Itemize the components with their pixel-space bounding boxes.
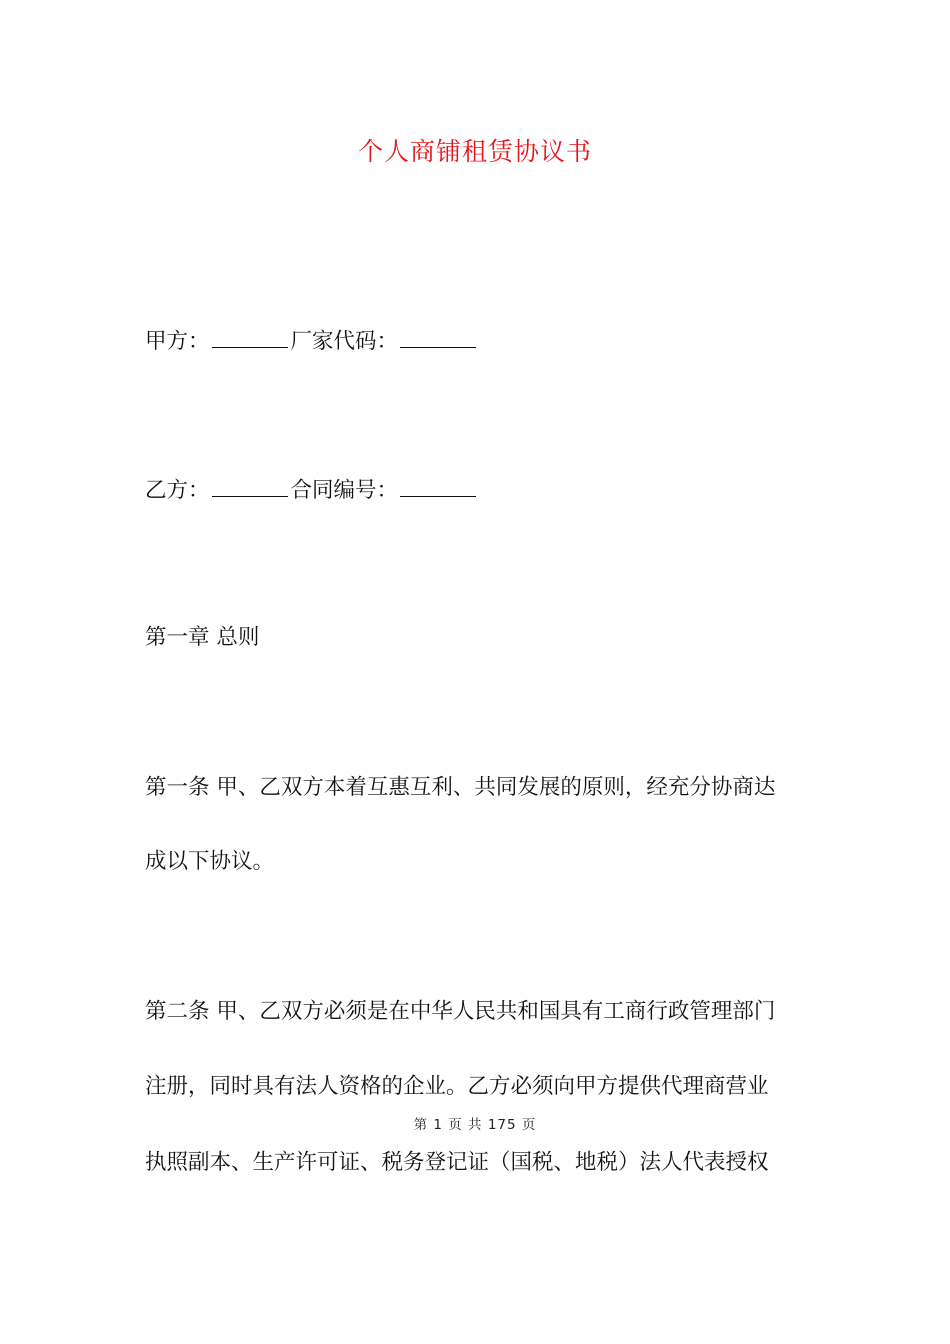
party-a-label: 甲方：: [145, 329, 210, 354]
party-b-label: 乙方：: [145, 478, 210, 503]
party-a-line: [145, 326, 479, 357]
party-b-blank: [212, 475, 288, 497]
article-2-line-3: 执照副本、生产许可证、税务登记证（国税、地税）法人代表授权: [145, 1150, 769, 1175]
manufacturer-code-blank: [400, 326, 476, 348]
contract-number-label: 合同编号：: [290, 478, 399, 503]
document-title: 个人商铺租赁协议书: [357, 137, 592, 166]
party-b-line: [145, 475, 479, 506]
manufacturer-code-label: 厂家代码：: [290, 329, 399, 354]
article-2-line-2: 注册，同时具有法人资格的企业。乙方必须向甲方提供代理商营业: [145, 1074, 769, 1099]
article-1-line-2: 成以下协议。: [145, 849, 275, 874]
chapter-heading: 第一章 总则: [145, 625, 260, 650]
contract-number-blank: [400, 475, 476, 497]
page-indicator: 第 1 页 共 175 页: [413, 1117, 537, 1133]
article-1-line-1: 第一条 甲、乙双方本着互惠互利、共同发展的原则，经充分协商达: [145, 775, 776, 800]
party-a-blank: [212, 326, 288, 348]
article-2-line-1: 第二条 甲、乙双方必须是在中华人民共和国具有工商行政管理部门: [145, 999, 776, 1024]
